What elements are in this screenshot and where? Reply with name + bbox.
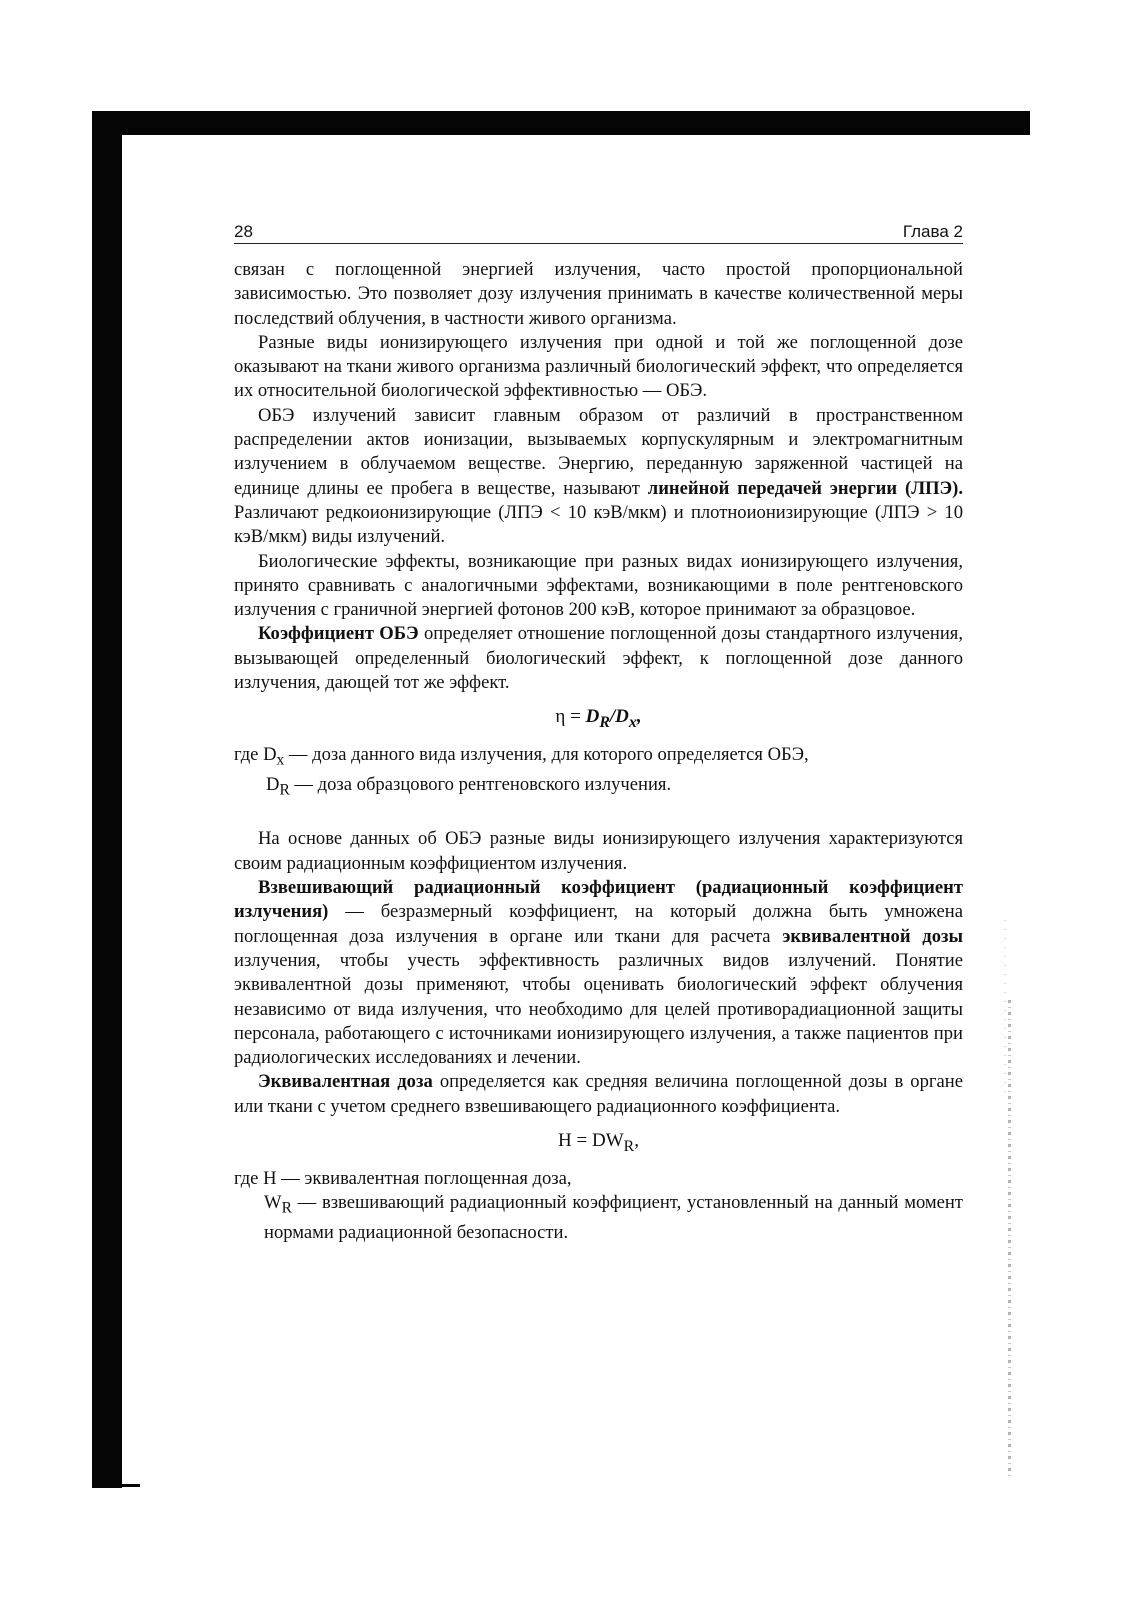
formula-symbol: D: [615, 706, 629, 728]
paragraph-text: определяет отношение поглощенной дозы стандартного излучения, вызывающей определенный биологический эффект, к поглощенной дозе данного излучения, дающей тот же эффект.: [234, 623, 963, 694]
paragraph-text: излучения, чтобы учесть эффективность различных видов излучений. Понятие эквивалентной дозы применяют, чтобы оценивать биологический эффект облучения независимо от вида излучения, что необходимо для целей противорадиационной защиты персонала, работающего с источниками ионизирующего излучения, а также пациентов при радиологических исследованиях и лечении.: [234, 949, 963, 1069]
legend-line: [234, 1191, 963, 1245]
legend-subscript: x: [276, 752, 285, 770]
legend-symbol: W: [264, 1192, 282, 1214]
paragraph: На основе данных об ОБЭ разные виды ионизирующего излучения характеризуются своим радиационным коэффициентом излучения.: [234, 828, 963, 874]
formula-symbol: ,: [636, 706, 642, 728]
legend-subscript: R: [279, 782, 290, 800]
term-equivalent-dose: эквивалентной дозы: [782, 925, 964, 947]
term-lpe: линейной передачей энергии (ЛПЭ).: [647, 477, 963, 499]
paragraph: [234, 876, 963, 1070]
legend-lead: где: [234, 744, 264, 766]
paragraph: [234, 622, 963, 695]
legend-text: — доза образцового рентгеновского излучения.: [289, 774, 672, 796]
paragraph: [234, 1070, 963, 1119]
paragraph: Биологические эффекты, возникающие при разных видах ионизирующего излучения, принято сравнивать с аналогичными эффектами, возникающими в поле рентгеновского излучения с граничной энергией фотонов 200 кэВ, которое принимают за образцовое.: [234, 550, 963, 621]
scan-mark: [122, 131, 136, 134]
paragraph-text: Различают редкоионизирующие (ЛПЭ < 10 кэВ/мкм) и плотноионизирующие (ЛПЭ > 10 кэВ/мкм) виды излучений.: [234, 501, 963, 548]
formula-symbol: /: [609, 706, 616, 728]
term-obe-coefficient: Коэффициент ОБЭ: [258, 623, 419, 645]
paragraph-text: — безразмерный коэффициент, на который должна быть умножена поглощенная доза излучения в органе или ткани для расчета: [234, 901, 963, 947]
legend-line: [234, 743, 963, 773]
formula-symbol: H = DW: [558, 1130, 624, 1152]
legend-text: — взвешивающий радиационный коэффициент, установленный на данный момент нормами радиационной безопасности.: [264, 1192, 963, 1244]
page-number: 28: [234, 222, 253, 241]
paragraph-text: ОБЭ излучений зависит главным образом от различий в пространственном распределении актов ионизации, вызываемых корпускулярным и электромагнитным излучением в облучаемом веществе. Энергию, переданную заряженной частицей на единице длины ее пробега в веществе, называют: [234, 404, 963, 499]
legend-text: H — эквивалентная поглощенная доза,: [263, 1168, 572, 1190]
formula-eta: [234, 705, 963, 735]
scan-border-left: [92, 111, 122, 1488]
chapter-title: Глава 2: [902, 222, 963, 241]
legend-symbol: D: [263, 744, 277, 766]
term-equivalent-dose: Эквивалентная доза: [258, 1071, 433, 1093]
scan-noise: [1004, 920, 1006, 1100]
book-page: [234, 218, 963, 1246]
scan-mark: [122, 1484, 140, 1487]
formula-h: [234, 1129, 963, 1159]
body-text: [234, 258, 963, 1246]
formula-subscript: R: [623, 1137, 635, 1155]
paragraph: связан с поглощенной энергией излучения, часто простой пропорциональной зависимостью. Это позволяет дозу излучения принимать в качестве количественной меры последствий облучения, в частности живого организма.: [234, 259, 963, 329]
formula-symbol: D: [585, 706, 600, 728]
formula-legend: [234, 743, 963, 803]
formula-legend: [234, 1167, 963, 1246]
formula-symbol: η: [555, 706, 566, 728]
legend-subscript: R: [281, 1200, 292, 1218]
paragraph: [234, 404, 963, 550]
paragraph: Разные виды ионизирующего излучения при одной и той же поглощенной дозе оказывают на ткани живого организма различный биологический эффект, что определяется их относительной биологической эффективностью — ОБЭ.: [234, 331, 963, 402]
legend-text: — доза данного вида излучения, для которого определяется ОБЭ,: [284, 744, 809, 766]
formula-symbol: ,: [634, 1130, 639, 1152]
legend-lead: где: [234, 1168, 264, 1190]
scan-border-top: [92, 111, 1030, 135]
formula-subscript: R: [599, 714, 610, 732]
scan-noise: [1008, 1000, 1011, 1480]
formula-subscript: x: [628, 714, 637, 732]
term-weighting-coefficient: Взвешивающий радиационный коэффициент (радиационный коэффициент излучения): [234, 877, 963, 923]
running-header: [234, 218, 963, 244]
legend-symbol: D: [266, 774, 280, 796]
legend-line: [234, 773, 963, 803]
legend-line: [234, 1167, 963, 1191]
paragraph-text: определяется как средняя величина поглощенной дозы в органе или ткани с учетом среднего взвешивающего радиационного коэффициента.: [234, 1071, 963, 1117]
formula-symbol: =: [565, 706, 586, 728]
